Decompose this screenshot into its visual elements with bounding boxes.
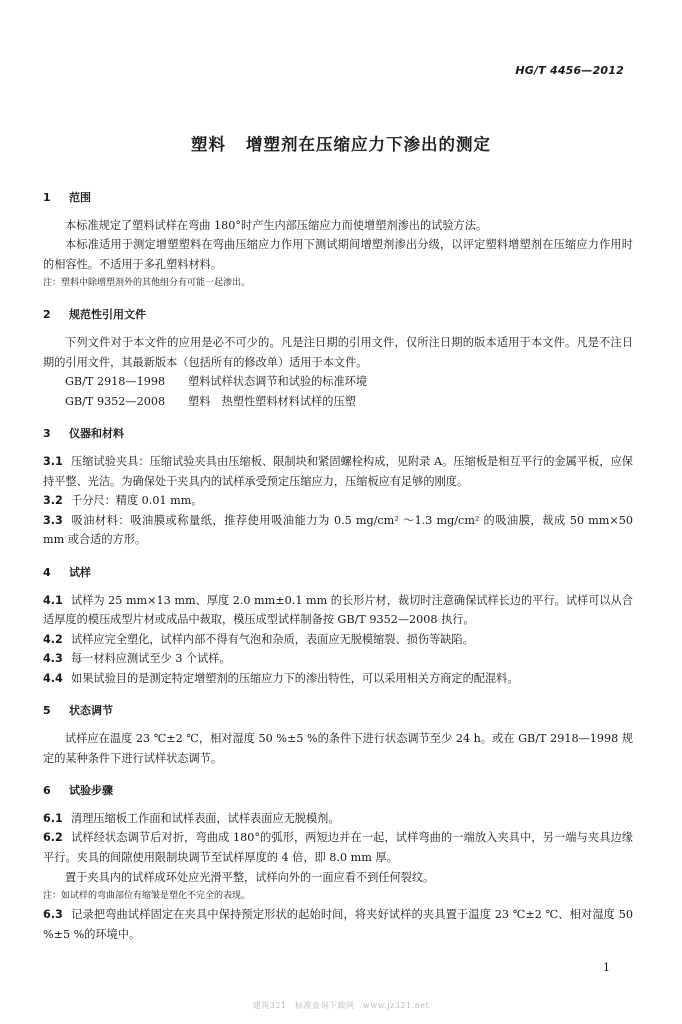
references-paragraph: 下列文件对于本文件的应用是必不可少的。凡是注日期的引用文件，仅所注日期的版本适用于本文件。凡是不注日期的引用文件，其最新版本（包括所有的修改单）适用于本文件。 xyxy=(43,335,633,369)
section-heading-specimens: 4 试样 xyxy=(43,565,91,579)
conditioning-paragraph: 试样应在温度 23 ℃±2 ℃，相对湿度 50 %±5 %的条件下进行状态调节至少 24 h。或在 GB/T 2918—1998 规定的某种条件下进行试样状态调节。 xyxy=(43,732,633,765)
clause-3-3: 3.3 吸油材料：吸油膜或称量纸，推荐使用吸油能力为 0.5 mg/cm² ～1.3 mg/cm² 的吸油膜，裁成 50 mm×50 mm 或合适的方形。 xyxy=(43,513,633,547)
section-heading-conditioning: 5 状态调节 xyxy=(43,704,113,718)
page-number: 1 xyxy=(603,961,610,974)
section-heading-procedure: 6 试验步骤 xyxy=(43,784,113,798)
clause-4-3: 4.3 每一材料应测试至少 3 个试样。 xyxy=(43,652,231,666)
clause-6-2: 6.2 试样经状态调节后对折，弯曲成 180°的弧形，两短边并在一起，试样弯曲的一端放入夹具中，另一端与夹具边缘平行。夹具的间隙使用限制块调节至试样厚度的 4 倍，即 8.0 mm 厚。 xyxy=(43,831,633,865)
clause-6-1: 6.1 清理压缩板工作面和试样表面，试样表面应无脱模剂。 xyxy=(43,811,340,825)
title-part-1: 塑料 xyxy=(191,135,226,154)
clause-3-2: 3.2 千分尺：精度 0.01 mm。 xyxy=(43,494,203,508)
document-body xyxy=(43,188,633,944)
clause-3-1: 3.1 压缩试验夹具：压缩试验夹具由压缩板、限制块和紧固螺栓构成，见附录 A。压缩板是相互平行的金属平板，应保持平整、光洁。为确保处于夹具内的试样承受预定压缩应力，压缩板应有足够的刚度。 xyxy=(43,454,633,488)
scope-paragraph-2: 本标准适用于测定增塑塑料在弯曲压缩应力作用下测试期间增塑剂渗出分级，以评定塑料增塑剂在压缩应力作用时的相容性。不适用于多孔塑料材料。 xyxy=(43,238,633,271)
reference-item: GB/T 9352—2008 塑料 热塑性塑料材料试样的压塑 xyxy=(65,394,356,408)
clause-4-1: 4.1 试样为 25 mm×13 mm、厚度 2.0 mm±0.1 mm 的长形片材，裁切时注意确保试样长边的平行。试样可以从合适厚度的模压成型片材或成品中裁取，模压成型试样制备按 GB/T 9352—2008 执行。 xyxy=(43,593,633,627)
clause-4-4: 4.4 如果试验目的是测定特定增塑剂的压缩应力下的渗出特性，可以采用相关方商定的配混料。 xyxy=(43,671,519,685)
procedure-note: 注：如试样的弯曲部位有缩皱是塑化不完全的表现。 xyxy=(43,891,251,902)
clause-6-3: 6.3 记录把弯曲试样固定在夹具中保持预定形状的起始时间，将夹好试样的夹具置于温度 23 ℃±2 ℃、相对湿度 50 %±5 %的环境中。 xyxy=(43,908,633,941)
clause-4-2: 4.2 试样应完全塑化，试样内部不得有气泡和杂质，表面应无脱模缩裂、损伤等缺陷。 xyxy=(43,632,474,646)
reference-item: GB/T 2918—1998 塑料试样状态调节和试验的标准环境 xyxy=(65,375,368,389)
scope-paragraph-1: 本标准规定了塑料试样在弯曲 180°时产生内部压缩应力而使增塑剂渗出的试验方法。 xyxy=(65,218,488,232)
section-heading-apparatus: 3 仪器和材料 xyxy=(43,427,124,441)
document-title xyxy=(0,131,682,155)
section-heading-normative-references: 2 规范性引用文件 xyxy=(43,308,146,322)
watermark: 建筑321 标准查询下载网 www.jz321.net xyxy=(252,1001,430,1010)
title-part-2: 增塑剂在压缩应力下渗出的测定 xyxy=(246,135,491,154)
procedure-paragraph: 置于夹具内的试样成环处应光滑平整，试样向外的一面应看不到任何裂纹。 xyxy=(65,870,435,884)
standard-code: HG/T 4456—2012 xyxy=(515,64,624,77)
section-heading-scope: 1 范围 xyxy=(43,191,91,204)
scope-note: 注：塑料中除增塑剂外的其他组分有可能一起渗出。 xyxy=(43,278,251,289)
